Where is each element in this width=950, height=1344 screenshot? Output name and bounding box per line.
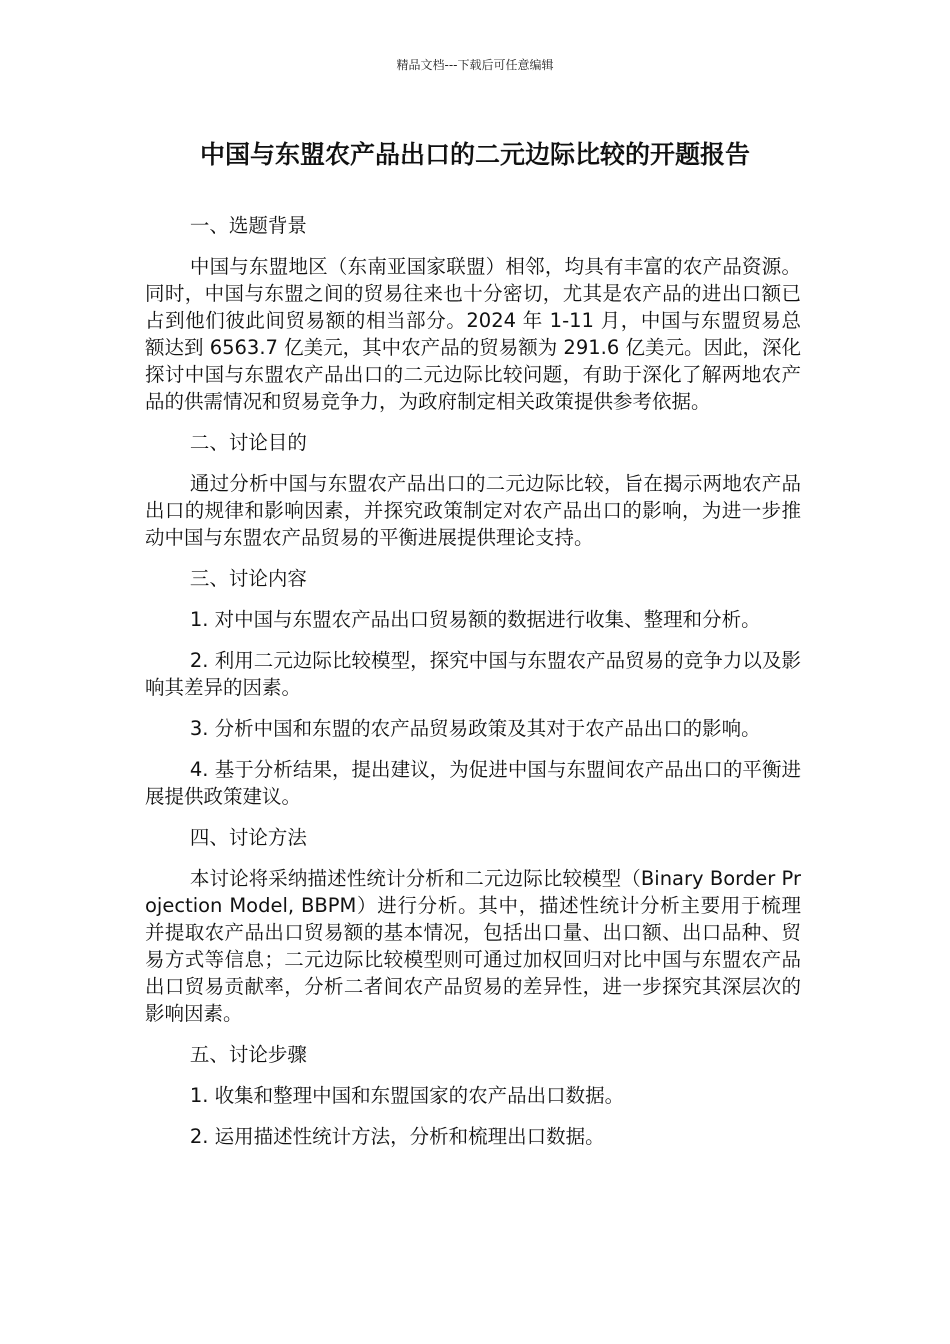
list-item: 1. 收集和整理中国和东盟国家的农产品出口数据。 bbox=[189, 1084, 625, 1107]
list-item: 2. 利用二元边际比较模型，探究中国与东盟农产品贸易的竞争力以及影响其差异的因素。 bbox=[145, 649, 801, 699]
section-steps bbox=[145, 1041, 801, 1150]
list-item: 4. 基于分析结果，提出建议，为促进中国与东盟间农产品出口的平衡进展提供政策建议。 bbox=[145, 758, 801, 808]
section-heading: 二、讨论目的 bbox=[189, 431, 307, 454]
section-heading: 一、选题背景 bbox=[189, 214, 307, 237]
section-heading: 四、讨论方法 bbox=[189, 826, 307, 849]
section-method bbox=[145, 824, 801, 1027]
paragraph: 通过分析中国与东盟农产品出口的二元边际比较，旨在揭示两地农产品出口的规律和影响因素，并探究政策制定对农产品出口的影响，为进一步推动中国与东盟农产品贸易的平衡进展提供理论支持。 bbox=[145, 472, 801, 549]
document-body bbox=[145, 212, 801, 1164]
document-title: 中国与东盟农产品出口的二元边际比较的开题报告 bbox=[199, 140, 750, 169]
paragraph: 中国与东盟地区（东南亚国家联盟）相邻，均具有丰富的农产品资源。同时，中国与东盟之间的贸易往来也十分密切，尤其是农产品的进出口额已占到他们彼此间贸易额的相当部分。2024 年 1-11 月，中国与东盟贸易总额达到 6563.7 亿美元，其中农产品的贸易额为 291.6 亿美元。因此，深化探讨中国与东盟农产品出口的二元边际比较问题，有助于深化了解两地农产品的供需情况和贸易竞争力，为政府制定相关政策提供参考依据。 bbox=[145, 255, 801, 413]
list-item: 2. 运用描述性统计方法，分析和梳理出口数据。 bbox=[189, 1125, 605, 1148]
paragraph: 本讨论将采纳描述性统计分析和二元边际比较模型（Binary Border Projection Model, BBPM）进行分析。其中，描述性统计分析主要用于梳理并提取农产品出口贸易额的基本情况，包括出口量、出口额、出口品种、贸易方式等信息；二元边际比较模型则可通过加权回归对比中国与东盟农产品出口贸易贡献率，分析二者间农产品贸易的差异性，进一步探究其深层次的影响因素。 bbox=[145, 867, 801, 1025]
section-heading: 五、讨论步骤 bbox=[189, 1043, 307, 1066]
list-item: 3. 分析中国和东盟的农产品贸易政策及其对于农产品出口的影响。 bbox=[189, 717, 761, 740]
header-note: 精品文档---下载后可任意编辑 bbox=[396, 58, 554, 72]
section-heading: 三、讨论内容 bbox=[189, 567, 307, 590]
list-item: 1. 对中国与东盟农产品出口贸易额的数据进行收集、整理和分析。 bbox=[189, 608, 761, 631]
section-background bbox=[145, 212, 801, 415]
section-content bbox=[145, 565, 801, 810]
section-purpose bbox=[145, 429, 801, 551]
